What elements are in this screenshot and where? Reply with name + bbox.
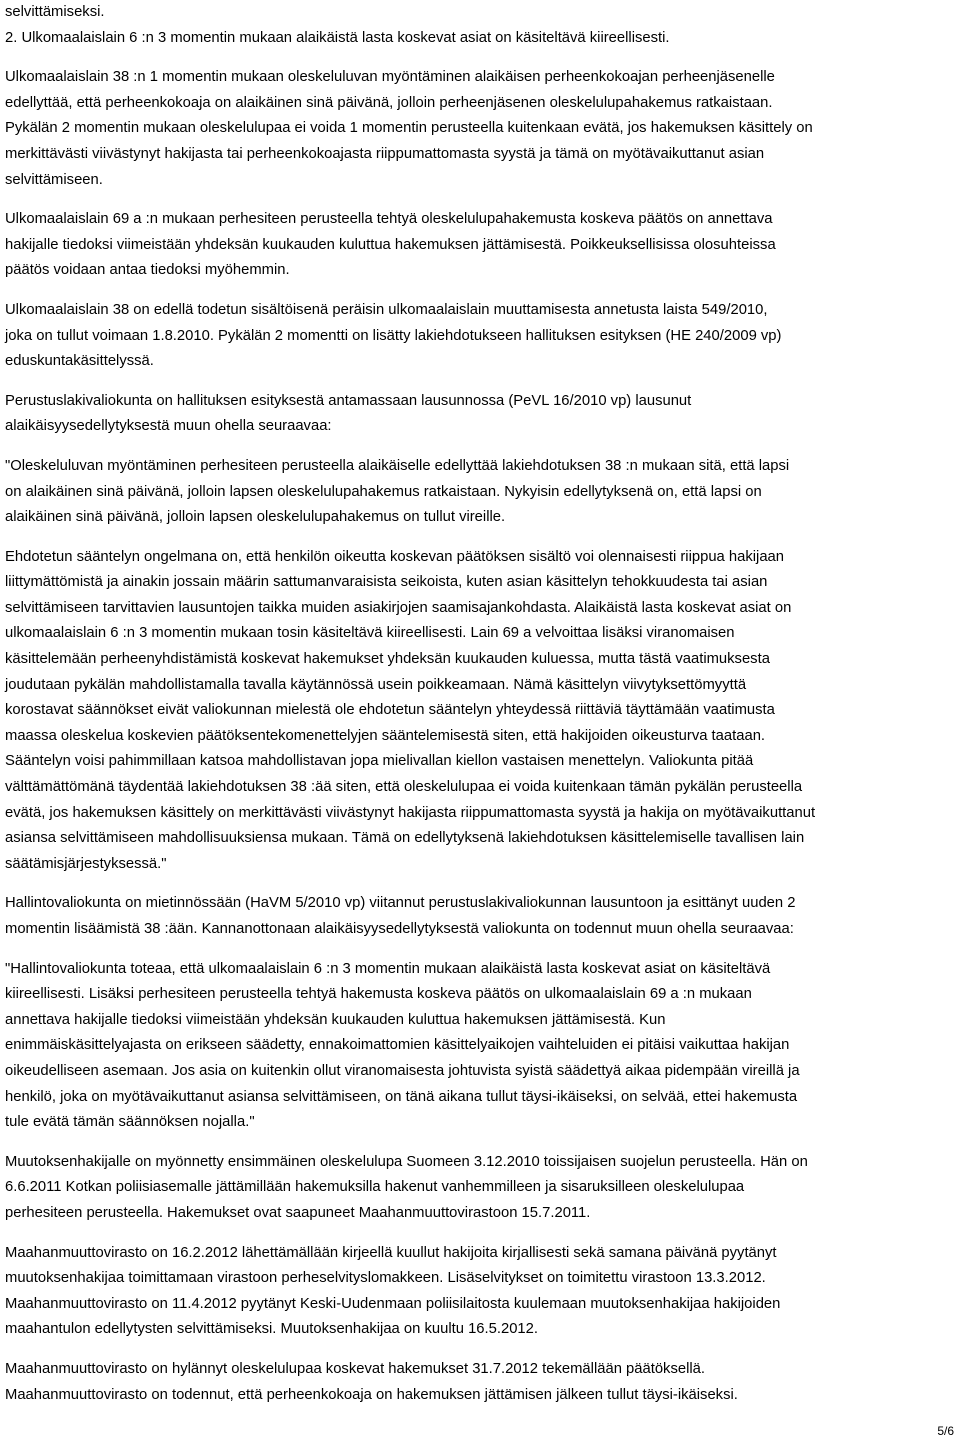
- document-body: [5, 0, 955, 1422]
- text-line: oikeudelliseen asemaan. Jos asia on kuitenkin ollut viranomaisesta johtuvista syistä säädettyä aikaa pidempään vireillä ja: [5, 1062, 800, 1079]
- text-line: Ulkomaalaislain 69 a :n mukaan perhesiteen perusteella tehtyä oleskelulupahakemusta koskeva päätös on annettava: [5, 211, 773, 228]
- text-line: Maahanmuuttovirasto on 11.4.2012 pyytänyt Keski-Uudenmaan poliisilaitosta kuulemaan muutoksenhakijaa hakijoiden: [5, 1295, 781, 1312]
- text-line: annettava hakijalle tiedoksi viimeistään yhdeksän kuukauden kuluttua hakemuksen jättämisestä. Kun: [5, 1011, 666, 1028]
- text-line: tule evätä tämän säännöksen nojalla.": [5, 1114, 255, 1131]
- text-line: muutoksenhakijaa toimittamaan virastoon perheselvityslomakkeen. Lisäselvitykset on toimitettu virastoon 13.3.2012.: [5, 1270, 766, 1287]
- text-line: selvittämiseen tarvittavien lausuntojen taikka muiden asiakirjojen saamisajankohdasta. Alaikäistä lasta koskevat asiat on: [5, 599, 792, 616]
- text-line: Sääntelyn voisi pahimmillaan katsoa mahdollistavan jopa mielivallan kiellon vastaisen menettelyn. Valiokunta pitää: [5, 753, 754, 770]
- text-line: Hallintovaliokunta on mietinnössään (HaVM 5/2010 vp) viitannut perustuslakivaliokunnan lausuntoon ja esittänyt uuden 2: [5, 895, 796, 912]
- paragraph: [5, 207, 955, 284]
- text-line: päätös voidaan antaa tiedoksi myöhemmin.: [5, 262, 290, 279]
- text-line: 2. Ulkomaalaislain 6 :n 3 momentin mukaan alaikäistä lasta koskevat asiat on käsiteltävä kiireellisesti.: [5, 29, 670, 46]
- text-line: enimmäiskäsittelyajasta on erikseen säädetty, ennakoimattomien käsittelyaikojen vaihteluiden ei pitäisi vaikuttaa hakijan: [5, 1037, 790, 1054]
- text-line: Ehdotetun sääntelyn ongelmana on, että henkilön oikeutta koskevan päätöksen sisältö voi olennaisesti riippua hakijaan: [5, 548, 785, 565]
- text-line: alaikäinen sinä päivänä, jolloin lapsen oleskelulupahakemus on tullut vireille.: [5, 509, 506, 526]
- text-line: joka on tullut voimaan 1.8.2010. Pykälän 2 momentti on lisätty lakiehdotukseen hallituksen esityksen (HE 240/2009 vp): [5, 327, 782, 344]
- text-line: käsittelemään perheenyhdistämistä koskevat hakemukset yhdeksän kuukauden kuluessa, mutta tästä vaatimuksesta: [5, 651, 770, 668]
- paragraph: [5, 1357, 955, 1408]
- text-line: "Hallintovaliokunta toteaa, että ulkomaalaislain 6 :n 3 momentin mukaan alaikäistä lasta koskevat asiat on käsiteltävä: [5, 960, 771, 977]
- paragraph: [5, 1150, 955, 1227]
- text-line: on alaikäinen sinä päivänä, jolloin lapsen oleskelulupahakemus ratkaistaan. Nykyisin edellytyksenä on, että lapsi on: [5, 483, 762, 500]
- paragraph: [5, 545, 955, 878]
- text-line: liittymättömistä ja ainakin jossain määrin sattumanvaraisista seikoista, kuten asian käsittelyn tehokkuudesta tai asian: [5, 574, 768, 591]
- text-line: henkilö, joka on myötävaikuttanut asiansa selvittämiseen, on tänä aikana tullut täysi-ikäiseksi, on selvää, ettei hakemusta: [5, 1088, 798, 1105]
- paragraph: [5, 957, 955, 1136]
- text-line: eduskuntakäsittelyssä.: [5, 353, 154, 370]
- paragraph: [5, 298, 955, 375]
- text-line: selvittämiseksi.: [5, 4, 105, 20]
- text-line: alaikäisyysedellytyksestä muun ohella seuraavaa:: [5, 418, 332, 435]
- text-line: kiireellisesti. Lisäksi perhesiteen perusteella tehtyä hakemusta koskeva päätös on ulkomaalaislain 69 a :n mukaan: [5, 986, 752, 1003]
- text-line: asiansa selvittämiseen mahdollisuuksiensa mukaan. Tämä on edellytyksenä lakiehdotuksen käsittelemiselle tavallisen lain: [5, 830, 805, 847]
- paragraph: [5, 891, 955, 942]
- text-line: korostavat säännökset eivät valiokunnan mielestä ole ehdotetun sääntelyn yhteydessä riittäviä täyttämään vaatimusta: [5, 702, 775, 719]
- text-line: maassa oleskelua koskevien päätöksentekomenettelyjen sääntelemisestä siten, että hakijoiden oikeusturva taataan.: [5, 727, 766, 744]
- text-line: momentin lisäämistä 38 :ään. Kannanottonaan alaikäisyysedellytyksestä valiokunta on todennut muun ohella seuraavaa:: [5, 921, 794, 937]
- text-line: säätämisjärjestyksessä.": [5, 855, 167, 872]
- text-line: Muutoksenhakijalle on myönnetty ensimmäinen oleskelulupa Suomeen 3.12.2010 toissijaisen suojelun perusteella. Hän on: [5, 1153, 808, 1170]
- paragraph: [5, 0, 955, 26]
- text-line: merkittävästi viivästynyt hakijasta tai perheenkokoajasta riippumattomasta syystä ja tämä on myötävaikuttanut asian: [5, 145, 765, 162]
- paragraph: [5, 1241, 955, 1343]
- text-line: Maahanmuuttovirasto on hylännyt oleskelulupaa koskevat hakemukset 31.7.2012 tekemällään päätöksellä.: [5, 1360, 705, 1377]
- paragraph: [5, 454, 955, 531]
- paragraph: [5, 65, 955, 193]
- text-line: 6.6.2011 Kotkan poliisiasemalle jättämillään hakemuksilla hakenut vanhemmilleen ja sisaruksilleen oleskelulupaa: [5, 1179, 745, 1196]
- paragraph: [5, 389, 955, 440]
- text-line: Perustuslakivaliokunta on hallituksen esityksestä antamassaan lausunnossa (PeVL 16/2010 vp) lausunut: [5, 392, 692, 409]
- text-line: Maahanmuuttovirasto on 16.2.2012 lähettämällään kirjeellä kuullut hakijoita kirjallisesti sekä samana päivänä pyytänyt: [5, 1244, 777, 1261]
- text-line: Ulkomaalaislain 38 on edellä todetun sisältöisenä peräisin ulkomaalaislain muuttamisesta annetusta laista 549/2010,: [5, 301, 768, 318]
- text-line: välttämättömänä täydentää lakiehdotuksen 38 :ää siten, että oleskelulupaa ei voida kuitenkaan tämän pykälän perusteella: [5, 779, 803, 796]
- page-number: 5/6: [937, 1424, 954, 1438]
- text-line: evätä, jos hakemuksen käsittely on merkittävästi viivästynyt hakijasta riippumattomasta syystä ja hakija on myötävaikuttanut: [5, 804, 816, 821]
- text-line: edellyttää, että perheenkokoaja on alaikäinen sinä päivänä, jolloin perheenjäsenen oleskelulupahakemus ratkaistaan.: [5, 94, 773, 111]
- text-line: maahantulon edellytysten selvittämiseksi. Muutoksenhakijaa on kuultu 16.5.2012.: [5, 1321, 539, 1338]
- text-line: joudutaan pykälän mahdollistamalla tavalla käytännössä usein poikkeamaan. Nämä käsittelyn viivytyksettömyyttä: [5, 676, 747, 693]
- text-line: hakijalle tiedoksi viimeistään yhdeksän kuukauden kuluttua hakemuksen jättämisestä. Poikkeuksellisissa olosuhteissa: [5, 236, 776, 253]
- text-line: Pykälän 2 momentin mukaan oleskelulupaa ei voida 1 momentin perusteella kuitenkaan evätä, jos hakemuksen käsittely on: [5, 120, 813, 137]
- text-line: selvittämiseen.: [5, 171, 103, 188]
- text-line: ulkomaalaislain 6 :n 3 momentin mukaan tosin käsiteltävä kiireellisesti. Lain 69 a velvoittaa lisäksi viranomaisen: [5, 625, 735, 642]
- text-line: "Oleskeluluvan myöntäminen perhesiteen perusteella alaikäiselle edellyttää lakiehdotuksen 38 :n mukaan sitä, että lapsi: [5, 457, 790, 474]
- paragraph: [5, 26, 955, 52]
- text-line: perhesiteen perusteella. Hakemukset ovat saapuneet Maahanmuuttovirastoon 15.7.2011.: [5, 1204, 591, 1221]
- text-line: Maahanmuuttovirasto on todennut, että perheenkokoaja on hakemuksen jättämisen jälkeen tullut täysi-ikäiseksi.: [5, 1386, 738, 1403]
- text-line: Ulkomaalaislain 38 :n 1 momentin mukaan oleskeluluvan myöntäminen alaikäisen perheenkokoajan perheenjäsenelle: [5, 69, 775, 86]
